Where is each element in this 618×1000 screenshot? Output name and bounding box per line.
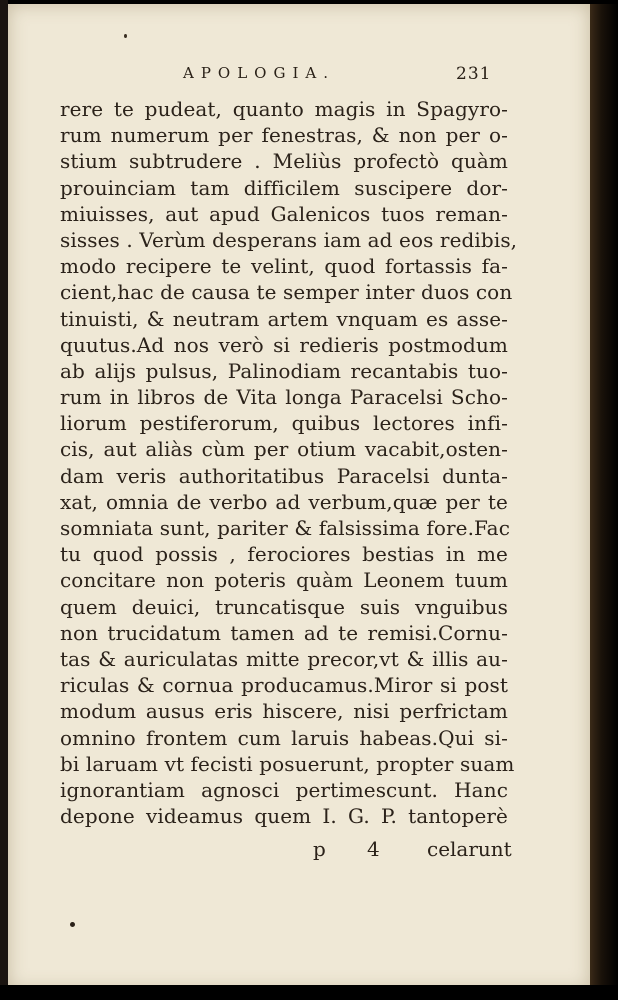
text-line: tas & auriculatas mitte precor,vt & illis au- (60, 646, 508, 671)
signature-mark: p (313, 837, 326, 861)
footer-line (313, 837, 512, 861)
text-line: omnino frontem cum laruis habeas.Qui si- (60, 725, 508, 750)
text-line: quutus.Ad nos verò si redieris postmodum (60, 332, 508, 357)
body-text (60, 96, 518, 829)
text-line: xat, omnia de verbo ad verbum,quæ per te (60, 489, 508, 514)
ink-dot (70, 922, 75, 927)
text-line: liorum pestiferorum, quibus lectores infi- (60, 411, 508, 436)
text-line: riculas & cornua producamus.Miror si post (60, 673, 508, 698)
text-line: depone videamus quem I. G. P. tantoperè (60, 804, 508, 829)
text-line: modum ausus eris hiscere, nisi perfrictam (60, 699, 508, 724)
book-gutter-edge (0, 0, 8, 1000)
text-line: concitare non poteris quàm Leonem tuum (60, 568, 508, 593)
text-line: somniata sunt, pariter & falsissima fore.Fac (60, 516, 510, 540)
text-line: stium subtrudere . Meliùs profectò quàm (60, 149, 508, 174)
text-line: tinuisti, & neutram artem vnquam es asse- (60, 306, 508, 331)
text-line: non trucidatum tamen ad te remisi.Cornu- (60, 620, 508, 645)
text-line: rum numerum per fenestras, & non per o- (60, 123, 508, 148)
text-line: modo recipere te velint, quod fortassis fa- (60, 254, 508, 279)
catchword: celarunt (427, 837, 512, 861)
text-line: bi laruam vt fecisti posuerunt, propter suam (60, 751, 515, 776)
text-line: ignorantiam agnosci pertimescunt. Hanc (60, 777, 508, 802)
text-line: cis, aut aliàs cùm per otium vacabit,osten- (60, 437, 508, 462)
running-head-title: APOLOGIA. (183, 64, 335, 82)
bottom-border (0, 985, 618, 1000)
text-line: cient,hac de causa te semper inter duos con (60, 280, 513, 305)
text-line: rere te pudeat, quanto magis in Spagyro- (60, 97, 508, 121)
text-line: sisses . Verùm desperans iam ad eos redibis, (60, 227, 518, 252)
signature-number: 4 (367, 837, 380, 861)
running-head (8, 64, 590, 88)
text-line: dam veris authoritatibus Paracelsi dunta- (60, 463, 508, 488)
text-line: tu quod possis , ferociores bestias in me (60, 542, 508, 567)
page-edge-shadow (590, 4, 618, 1000)
text-line: prouinciam tam difficilem suscipere dor- (60, 175, 508, 200)
ink-speck (124, 34, 127, 38)
page-number: 231 (456, 64, 492, 84)
text-line: ab alijs pulsus, Palinodiam recantabis tuo- (60, 358, 508, 383)
text-line: miuisses, aut apud Galenicos tuos reman- (60, 201, 508, 226)
text-line: rum in libros de Vita longa Paracelsi Scho- (60, 385, 508, 410)
text-line: quem deuici, truncatisque suis vnguibus (60, 594, 508, 619)
book-page (8, 4, 590, 990)
